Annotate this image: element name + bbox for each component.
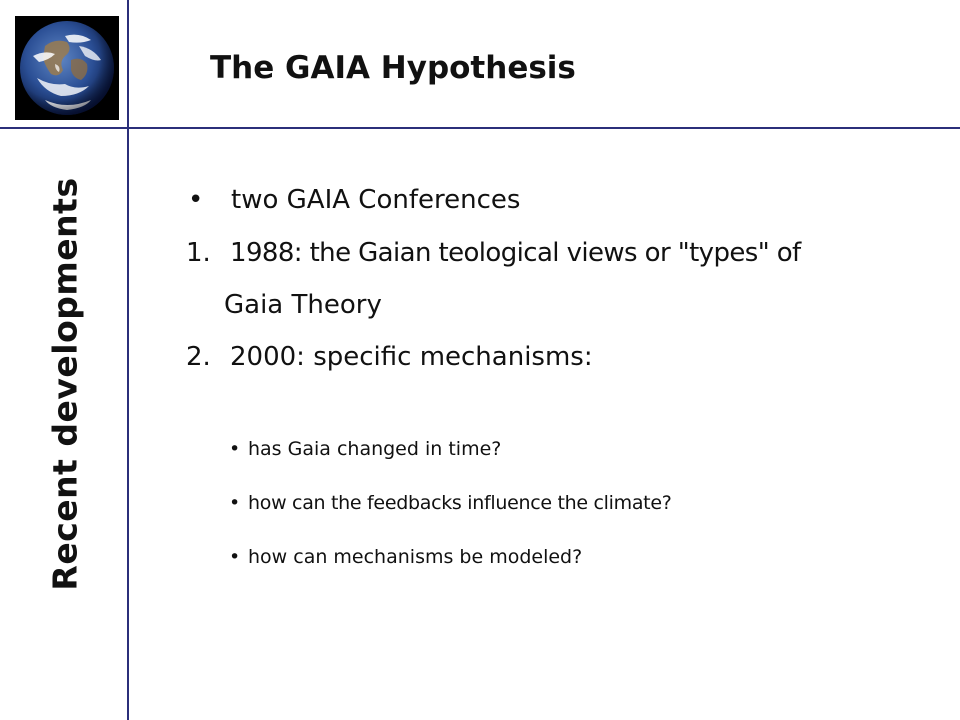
- side-section-label: Recent developments: [45, 177, 85, 591]
- sub-bullet-text: how can mechanisms be modeled?: [248, 546, 583, 568]
- main-bullet-text: two GAIA Conferences: [231, 185, 521, 215]
- sub-bullet-marker: •: [229, 546, 241, 568]
- list-item-2-marker: 2.: [186, 342, 211, 372]
- slide-title: The GAIA Hypothesis: [210, 50, 576, 86]
- list-item-2-text: 2000: specific mechanisms:: [230, 342, 593, 372]
- sub-bullet-text: has Gaia changed in time?: [248, 438, 502, 460]
- sub-bullet-marker: •: [229, 492, 241, 514]
- horizontal-rule-line: [0, 127, 960, 129]
- list-item-1-continuation: Gaia Theory: [224, 290, 382, 320]
- main-bullet-marker: •: [188, 185, 204, 215]
- vertical-rule-line: [127, 0, 129, 720]
- list-item-1-text: 1988: the Gaian teological views or "types" of: [230, 238, 801, 268]
- list-item-1-marker: 1.: [186, 238, 211, 268]
- earth-globe-icon: [15, 16, 119, 120]
- sub-bullet-marker: •: [229, 438, 241, 460]
- sub-bullet-text: how can the feedbacks influence the climate?: [248, 492, 672, 514]
